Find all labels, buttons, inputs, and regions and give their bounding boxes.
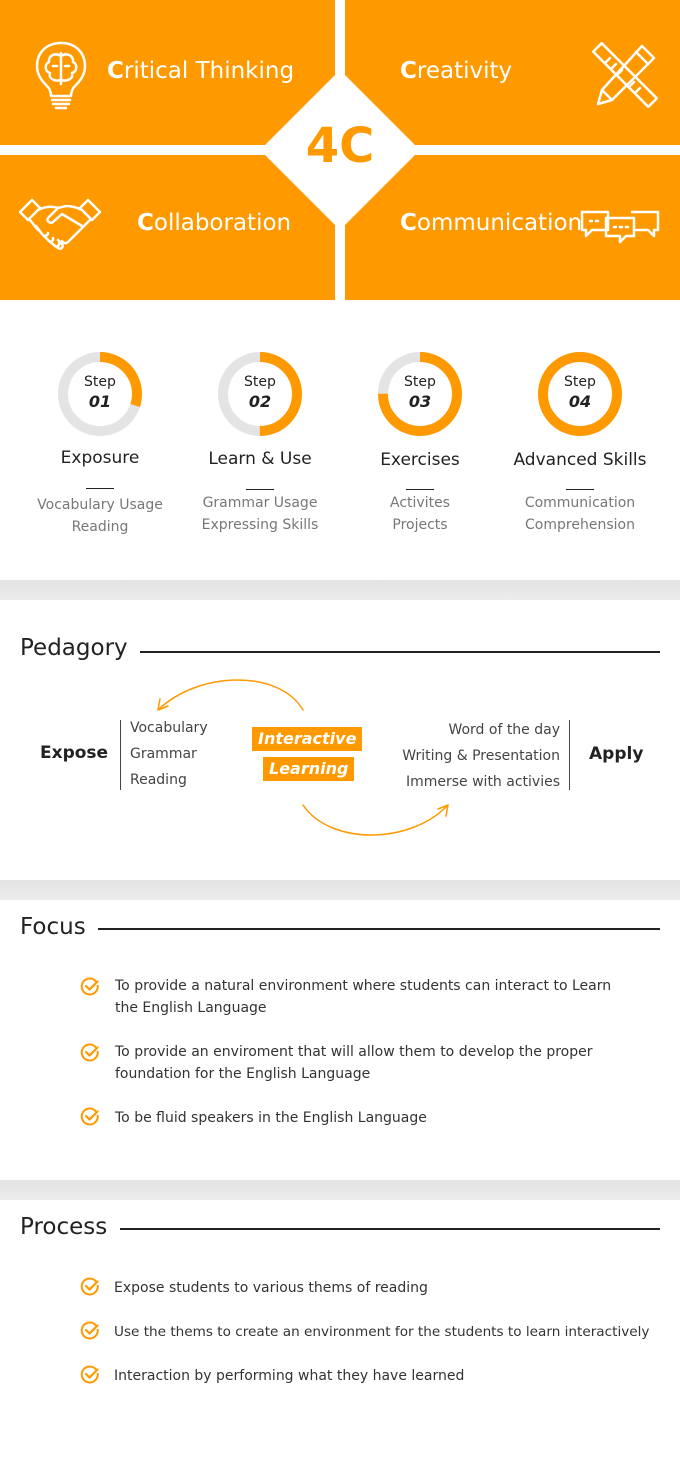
focus-item-text: To be fluid speakers in the English Language — [115, 1110, 427, 1126]
pedagogy-heading-rule — [140, 651, 660, 653]
step-title: Exercises — [380, 450, 460, 470]
brain-lightbulb-icon — [33, 40, 89, 112]
apply-item: Writing & Presentation — [402, 748, 560, 764]
focus-item — [80, 1041, 670, 1087]
step-description: Communication Comprehension — [524, 495, 636, 533]
section-separator — [0, 1180, 680, 1200]
focus-item — [80, 1107, 670, 1131]
chat-bubbles-icon — [578, 208, 662, 248]
step-divider — [566, 489, 594, 490]
process-item-text: Interaction by performing what they have learned — [114, 1368, 465, 1384]
focus-item-text: To provide an enviroment that will allow them to develop the proper foundation for the English Language — [115, 1044, 593, 1082]
check-circle-icon — [80, 977, 100, 997]
expose-item: Vocabulary — [130, 720, 208, 736]
check-circle-icon — [80, 1043, 100, 1063]
step-description: Vocabulary Usage Reading — [37, 497, 163, 535]
expose-label: Expose — [40, 743, 109, 763]
handshake-icon — [18, 196, 102, 252]
step-number: 04 — [568, 392, 592, 411]
process-item — [80, 1321, 670, 1345]
step-label: Step — [244, 374, 276, 390]
interactive-badge: Interactive — [252, 727, 362, 751]
step-label: Step — [84, 374, 116, 390]
process-item-text: Use the thems to create an environment for the students to learn interactively — [114, 1324, 650, 1340]
apply-list — [402, 717, 560, 795]
pencil-ruler-icon — [592, 42, 658, 108]
process-title: Process — [20, 1214, 119, 1240]
step-description: Grammar Usage Expressing Skills — [201, 495, 319, 533]
check-circle-icon — [80, 1321, 100, 1341]
pedagogy-title: Pedagory — [20, 635, 140, 661]
apply-divider — [569, 720, 570, 790]
step-number: 03 — [408, 392, 432, 411]
creativity-label: Creativity — [400, 58, 513, 84]
check-circle-icon — [80, 1277, 100, 1297]
collaboration-label: Collaboration — [137, 210, 292, 236]
check-circle-icon — [80, 1107, 100, 1127]
communication-label: Communication — [400, 210, 583, 236]
step-label: Step — [404, 374, 436, 390]
step-title: Advanced Skills — [513, 450, 647, 470]
critical-thinking-label: Critical Thinking — [107, 58, 295, 84]
learning-badge: Learning — [263, 757, 354, 781]
focus-item — [80, 975, 670, 1021]
apply-item: Word of the day — [448, 722, 560, 738]
process-item — [80, 1365, 670, 1389]
section-separator — [0, 880, 680, 900]
four-c-title: 4C — [305, 118, 375, 174]
process-item-text: Expose students to various thems of reading — [114, 1280, 428, 1296]
step-divider — [86, 488, 114, 489]
expose-divider — [120, 720, 121, 790]
focus-title: Focus — [20, 914, 98, 940]
focus-heading-rule — [95, 928, 660, 930]
step-divider — [246, 489, 274, 490]
step-label: Step — [564, 374, 596, 390]
process-heading-rule — [120, 1228, 660, 1230]
step-description: Activites Projects — [390, 495, 450, 533]
four-c-header — [0, 0, 680, 300]
step-number: 02 — [248, 392, 272, 411]
apply-label: Apply — [589, 744, 644, 764]
step-title: Exposure — [60, 448, 140, 468]
check-circle-icon — [80, 1365, 100, 1385]
step-number: 01 — [88, 392, 112, 411]
step-title: Learn & Use — [208, 449, 312, 469]
focus-item-text: To provide a natural environment where students can interact to Learn the English Language — [115, 978, 612, 1016]
expose-item: Reading — [130, 772, 187, 788]
apply-item: Immerse with activies — [405, 774, 560, 790]
section-separator — [0, 580, 680, 600]
step-divider — [406, 489, 434, 490]
expose-item: Grammar — [130, 746, 197, 762]
process-item — [80, 1277, 670, 1301]
